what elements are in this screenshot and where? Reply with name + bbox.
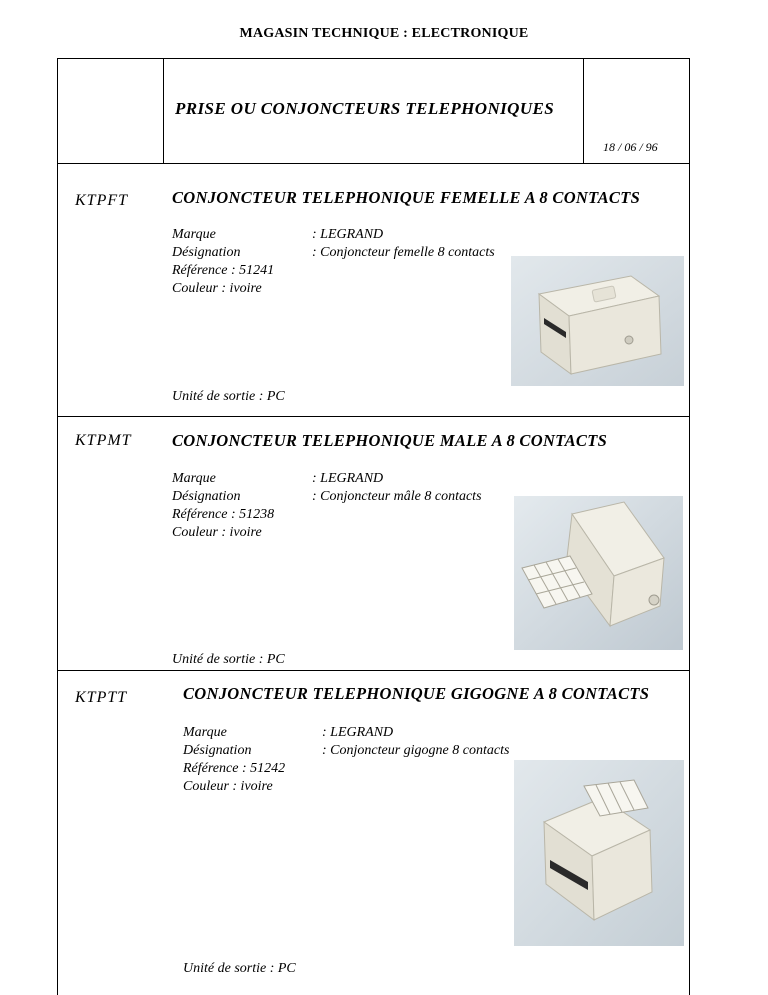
- unite-sortie: Unité de sortie : PC: [172, 389, 285, 404]
- unite-sortie: Unité de sortie : PC: [172, 652, 285, 667]
- couleur: Couleur : ivoire: [172, 281, 262, 296]
- marque-label: Marque: [183, 725, 227, 740]
- designation-label: Désignation: [172, 489, 241, 504]
- item-heading: CONJONCTEUR TELEPHONIQUE GIGOGNE A 8 CONTACTS: [183, 684, 650, 703]
- item-code: KTPMT: [75, 432, 132, 449]
- reference: Référence : 51238: [172, 507, 275, 522]
- reference: Référence : 51241: [172, 263, 275, 278]
- piggyback-jack-image: [514, 760, 684, 946]
- marque-value: : LEGRAND: [312, 227, 384, 242]
- form-date: 18 / 06 / 96: [603, 140, 658, 154]
- marque-label: Marque: [172, 227, 216, 242]
- section-divider: [57, 670, 690, 671]
- section-divider: [57, 416, 690, 417]
- designation-value: : Conjoncteur femelle 8 contacts: [312, 245, 495, 260]
- item-code: KTPFT: [75, 192, 129, 209]
- product-photo: [514, 760, 684, 946]
- reference: Référence : 51242: [183, 761, 286, 776]
- product-photo: [511, 256, 684, 386]
- page-header: MAGASIN TECHNIQUE : ELECTRONIQUE: [239, 26, 529, 41]
- section-divider: [57, 163, 690, 164]
- designation-label: Désignation: [183, 743, 252, 758]
- female-jack-image: [511, 256, 684, 386]
- marque-value: : LEGRAND: [312, 471, 384, 486]
- designation-value: : Conjoncteur gigogne 8 contacts: [322, 743, 510, 758]
- male-plug-image: [514, 496, 683, 650]
- item-heading: CONJONCTEUR TELEPHONIQUE FEMELLE A 8 CONTACTS: [172, 188, 641, 207]
- marque-value: : LEGRAND: [322, 725, 394, 740]
- marque-label: Marque: [172, 471, 216, 486]
- item-code: KTPTT: [75, 689, 128, 706]
- unite-sortie: Unité de sortie : PC: [183, 961, 296, 976]
- product-photo: [514, 496, 683, 650]
- designation-value: : Conjoncteur mâle 8 contacts: [312, 489, 482, 504]
- couleur: Couleur : ivoire: [183, 779, 273, 794]
- header-divider-right: [583, 58, 584, 164]
- designation-label: Désignation: [172, 245, 241, 260]
- form-title: PRISE OU CONJONCTEURS TELEPHONIQUES: [175, 99, 555, 118]
- item-heading: CONJONCTEUR TELEPHONIQUE MALE A 8 CONTACTS: [172, 431, 608, 450]
- header-divider-left: [163, 58, 164, 164]
- couleur: Couleur : ivoire: [172, 525, 262, 540]
